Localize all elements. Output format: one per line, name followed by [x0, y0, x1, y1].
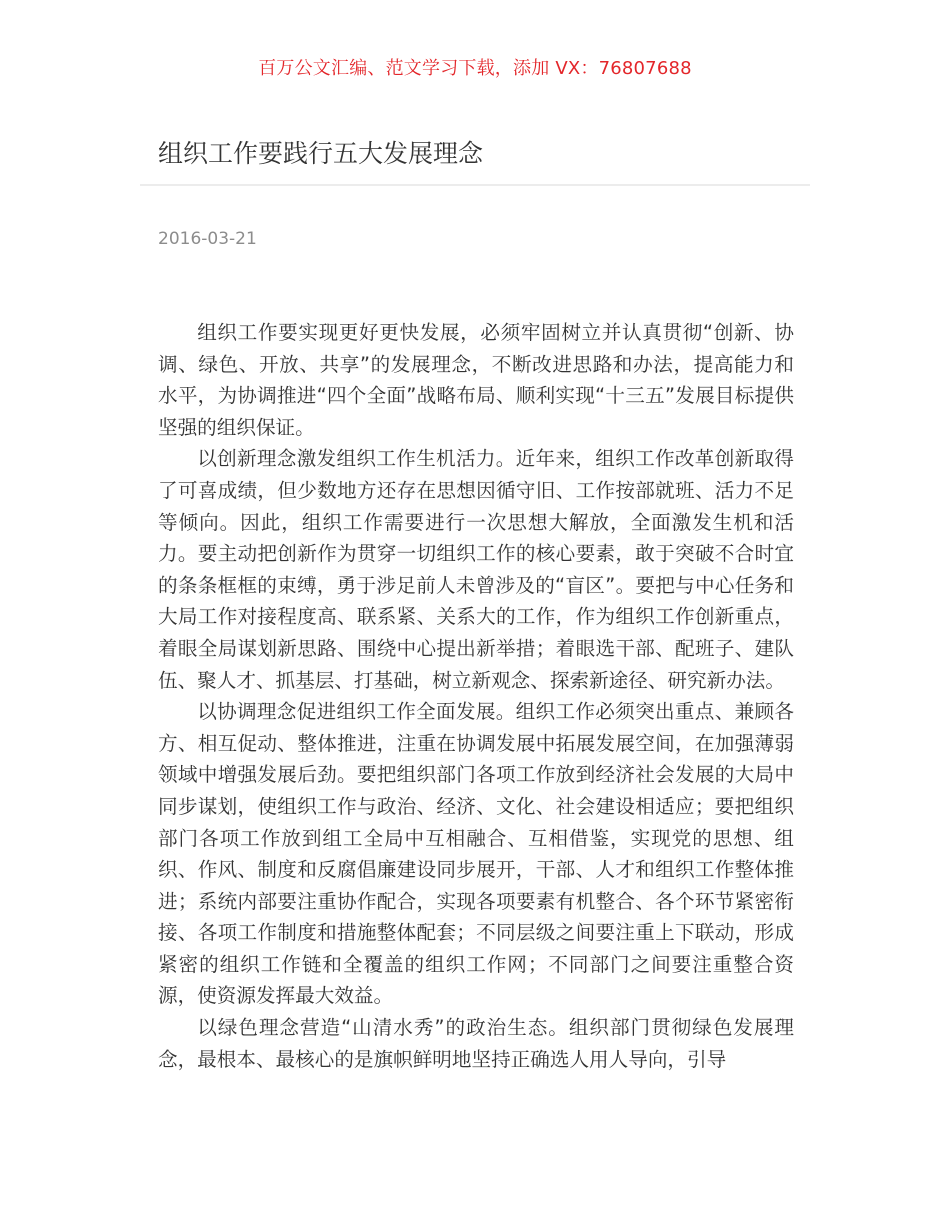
paragraph-green: 以绿色理念营造“山清水秀”的政治生态。组织部门贯彻绿色发展理念，最根本、最核心的是旗帜鲜明地坚持正确选人用人导向，引导	[158, 1016, 794, 1071]
publish-date: 2016-03-21	[158, 229, 257, 249]
article-body	[158, 317, 794, 1075]
article-title: 组织工作要践行五大发展理念	[158, 139, 484, 168]
paragraph-coordination: 以协调理念促进组织工作全面发展。组织工作必须突出重点、兼顾各方、相互促动、整体推进，注重在协调发展中拓展发展空间，在加强薄弱领域中增强发展后劲。要把组织部门各项工作放到经济社会发展的大局中同步谋划，使组织工作与政治、经济、文化、社会建设相适应；要把组织部门各项工作放到组工全局中互相融合、互相借鉴，实现党的思想、组织、作风、制度和反腐倡廉建设同步展开，干部、人才和组织工作整体推进；系统内部要注重协作配合，实现各项要素有机整合、各个环节紧密衔接、各项工作制度和措施整体配套；不同层级之间要注重上下联动，形成紧密的组织工作链和全覆盖的组织工作网；不同部门之间要注重整合资源，使资源发挥最大效益。	[158, 700, 794, 1008]
watermark-banner: 百万公文汇编、范文学习下载，添加 VX：76807688	[258, 58, 692, 79]
paragraph-intro: 组织工作要实现更好更快发展，必须牢固树立并认真贯彻“创新、协调、绿色、开放、共享”的发展理念，不断改进思路和办法，提高能力和水平，为协调推进“四个全面”战略布局、顺利实现“十三五”发展目标提供坚强的组织保证。	[158, 321, 794, 439]
title-divider	[140, 184, 810, 186]
paragraph-innovation: 以创新理念激发组织工作生机活力。近年来，组织工作改革创新取得了可喜成绩，但少数地方还存在思想因循守旧、工作按部就班、活力不足等倾向。因此，组织工作需要进行一次思想大解放，全面激发生机和活力。要主动把创新作为贯穿一切组织工作的核心要素，敢于突破不合时宜的条条框框的束缚，勇于涉足前人未曾涉及的“盲区”。要把与中心任务和大局工作对接程度高、联系紧、关系大的工作，作为组织工作创新重点，着眼全局谋划新思路、围绕中心提出新举措；着眼选干部、配班子、建队伍、聚人才、抓基层、打基础，树立新观念、探索新途径、研究新办法。	[158, 447, 794, 692]
